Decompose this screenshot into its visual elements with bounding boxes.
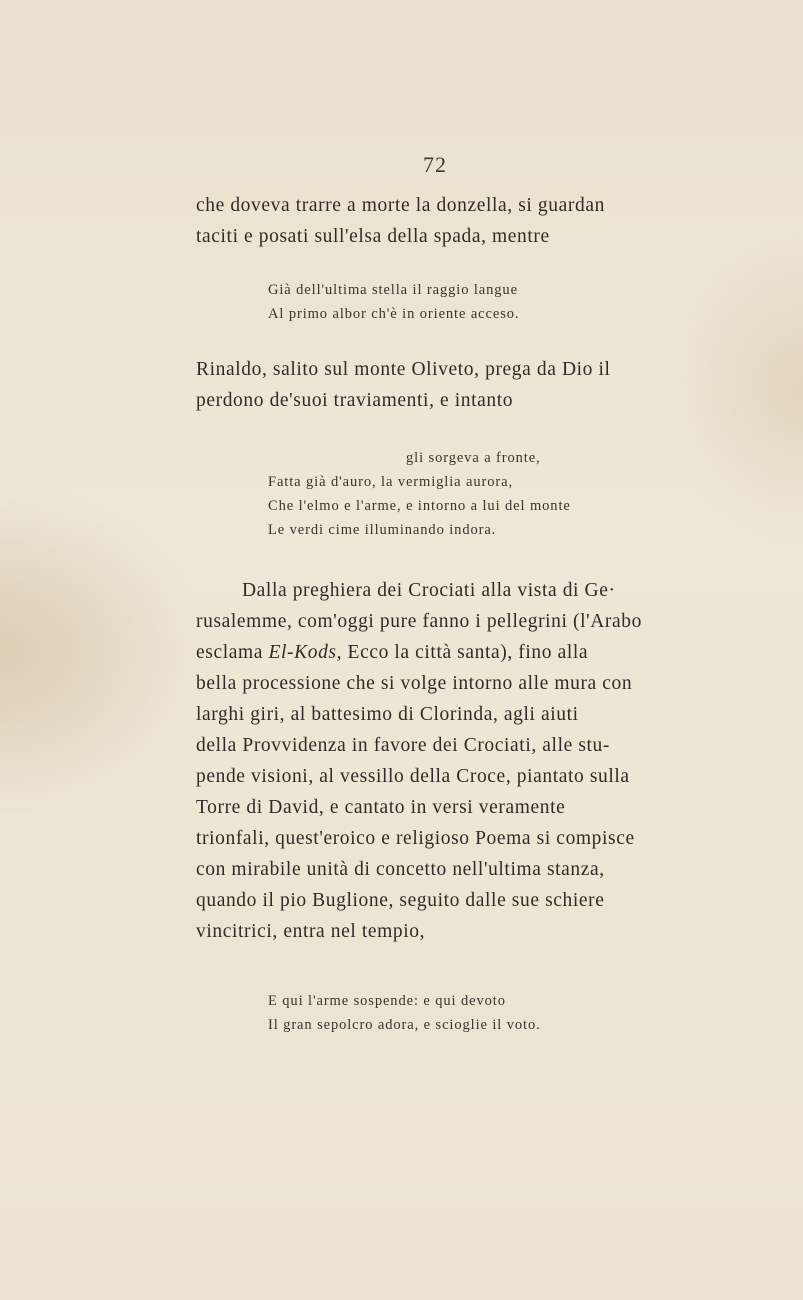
prose-line: con mirabile unità di concetto nell'ultima stanza, [196, 859, 605, 880]
prose-line: larghi giri, al battesimo di Clorinda, agli aiuti [196, 704, 579, 725]
verse-line: Già dell'ultima stella il raggio langue [268, 282, 518, 298]
verse-line: Il gran sepolcro adora, e scioglie il voto. [268, 1017, 541, 1033]
verse-line: Le verdi cime illuminando indora. [268, 522, 497, 538]
paragraph-3 [196, 575, 681, 947]
prose-line: vincitrici, entra nel tempio, [196, 921, 426, 942]
italic-term: El-Kods, [268, 642, 343, 663]
verse-line: Fatta già d'auro, la vermiglia aurora, [268, 474, 513, 490]
paragraph-2 [196, 354, 681, 416]
verse-quote-3 [268, 989, 541, 1037]
prose-line: Dalla preghiera dei Crociati alla vista di Ge· [242, 580, 616, 601]
prose-line: quando il pio Buglione, seguito dalle sue schiere [196, 890, 605, 911]
prose-line: pende visioni, al vessillo della Croce, piantato sulla [196, 766, 630, 787]
verse-line: gli sorgeva a fronte, [406, 450, 541, 466]
prose-line: perdono de'suoi traviamenti, e intanto [196, 390, 514, 411]
prose-line: della Provvidenza in favore dei Crociati, alle stu- [196, 735, 610, 756]
prose-line: esclama El-Kods, Ecco la città santa), fino alla [196, 642, 589, 663]
prose-line: che doveva trarre a morte la donzella, si guardan [196, 195, 605, 216]
prose-line: bella processione che si volge intorno alle mura con [196, 673, 633, 694]
verse-line: E qui l'arme sospende: e qui devoto [268, 993, 506, 1009]
prose-line: Torre di David, e cantato in versi veramente [196, 797, 566, 818]
prose-line: taciti e posati sull'elsa della spada, mentre [196, 226, 550, 247]
prose-line: rusalemme, com'oggi pure fanno i pellegrini (l'Arabo [196, 611, 642, 632]
prose-line: trionfali, quest'eroico e religioso Poema si compisce [196, 828, 635, 849]
verse-quote-1 [268, 278, 519, 326]
page-number: 72 [423, 152, 447, 177]
verse-line: Che l'elmo e l'arme, e intorno a lui del monte [268, 498, 571, 514]
paragraph-1 [196, 190, 681, 252]
prose-line: Rinaldo, salito sul monte Oliveto, prega da Dio il [196, 359, 611, 380]
verse-line: Al primo albor ch'è in oriente acceso. [268, 306, 520, 322]
verse-quote-2 [268, 446, 571, 542]
